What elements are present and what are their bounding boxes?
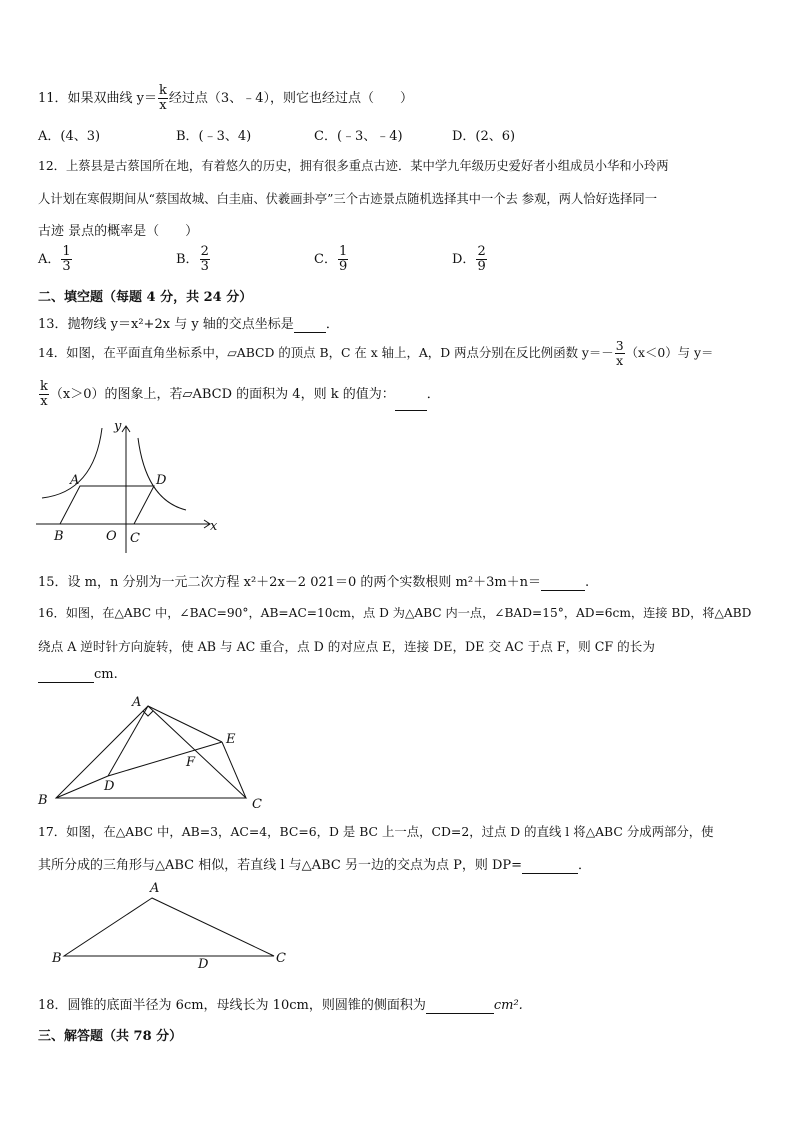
q18-stem: 18．圆锥的底面半径为 6cm，母线长为 10cm，则圆锥的侧面积为 cm². [38, 998, 523, 1013]
label-a: A [150, 881, 160, 896]
q12-line2: 人计划在寒假期间从“蔡国故城、白圭庙、伏羲画卦亭”三个古迹景点随机选择其中一个去 参观，两人恰好选择同一 [38, 192, 658, 206]
label-o: O [106, 529, 117, 544]
q12-option-a[interactable]: A． $\frac{1}{3}$ [38, 244, 71, 274]
q17-line2: 其所分成的三角形与△ABC 相似，若直线 l 与△ABC 另一边的交点为点 P，则 DP= ． [38, 858, 592, 873]
label-c: C [252, 797, 262, 812]
q14-line2: $\frac{k}{x}$ （x＞0）的图象上，若▱ABCD 的面积为 4，则 k 的值为： ． [40, 379, 440, 409]
q11-fraction: $\frac{k}{x}$ [159, 83, 167, 113]
q17-figure [48, 878, 298, 970]
label-b: B [54, 529, 64, 544]
q11-option-c[interactable]: C．(﹣3、﹣4) [314, 129, 403, 144]
label-x: x [210, 519, 218, 534]
label-d: D [198, 957, 209, 970]
label-a: A [70, 473, 80, 488]
label-c: C [130, 531, 140, 546]
q12-line3: 古迹 景点的概率是（ ） [38, 224, 199, 239]
label-f: F [186, 755, 196, 770]
section-2-heading: 二、填空题（每题 4 分，共 24 分） [38, 290, 253, 305]
label-y: y [114, 419, 122, 434]
q16-answer-blank[interactable] [38, 667, 94, 683]
q16-line1: 16．如图，在△ABC 中，∠BAC=90°，AB=AC=10cm，点 D 为△ABC 内一点，∠BAD=15°，AD=6cm，连接 BD，将△ABD [38, 606, 752, 620]
q16-line3: cm. [38, 667, 118, 683]
triangle-abc [56, 706, 246, 798]
q12-option-d[interactable]: D． $\frac{2}{9}$ [452, 244, 486, 274]
q11-option-d[interactable]: D．(2、6) [452, 129, 516, 144]
q12-option-c[interactable]: C． $\frac{1}{9}$ [314, 244, 348, 274]
q16-figure [34, 690, 274, 814]
label-a: A [132, 695, 142, 710]
q18-answer-blank[interactable] [426, 998, 494, 1014]
label-b: B [38, 793, 48, 808]
triangle-abc [64, 898, 274, 956]
q15-stem: 15．设 m，n 分别为一元二次方程 x²＋2x－2 021＝0 的两个实数根则 m²＋3m＋n＝ . [38, 575, 590, 590]
label-c: C [276, 951, 286, 966]
q11-option-a[interactable]: A．(4、3) [38, 129, 101, 144]
parallelogram-abcd [60, 486, 154, 524]
q13-answer-blank[interactable] [294, 317, 326, 333]
q14-figure [30, 418, 230, 558]
label-b: B [52, 951, 62, 966]
q14-answer-blank[interactable] [395, 380, 427, 411]
q13-stem: 13．抛物线 y＝x²+2x 与 y 轴的交点坐标是 ． [38, 317, 339, 332]
q17-line1: 17．如图，在△ABC 中，AB=3，AC=4，BC=6，D 是 BC 上一点，CD=2，过点 D 的直线 l 将△ABC 分成两部分，使 [38, 824, 714, 839]
q17-answer-blank[interactable] [522, 858, 578, 874]
label-d: D [104, 779, 115, 794]
q14-line1: 14．如图，在平面直角坐标系中，▱ABCD 的顶点 B，C 在 x 轴上，A，D 两点分别在反比例函数 y＝－ $\frac{3}{x}$ （x＜0）与 y＝ [38, 338, 714, 368]
q11-stem: 11．如果双曲线 y＝ $\frac{k}{x}$ 经过点（3、﹣4），则它也经过点（ ） [38, 83, 413, 113]
segment-bd [56, 776, 108, 798]
section-3-heading: 三、解答题（共 78 分） [38, 1029, 183, 1044]
q16-line2: 绕点 A 逆时针方向旋转，使 AB 与 AC 重合，点 D 的对应点 E，连接 DE，DE 交 AC 于点 F，则 CF 的长为 [38, 639, 655, 654]
label-d: D [156, 473, 167, 488]
segment-ec [222, 742, 246, 798]
label-e: E [226, 732, 236, 747]
q15-answer-blank[interactable] [541, 575, 585, 591]
q12-line1: 12．上蔡县是古蔡国所在地，有着悠久的历史，拥有很多重点古迹．某中学九年级历史爱好者小组成员小华和小玲两 [38, 159, 669, 173]
q12-option-b[interactable]: B． $\frac{2}{3}$ [176, 244, 209, 274]
q11-option-b[interactable]: B．(﹣3、4) [176, 129, 252, 144]
segment-ae [148, 706, 222, 742]
